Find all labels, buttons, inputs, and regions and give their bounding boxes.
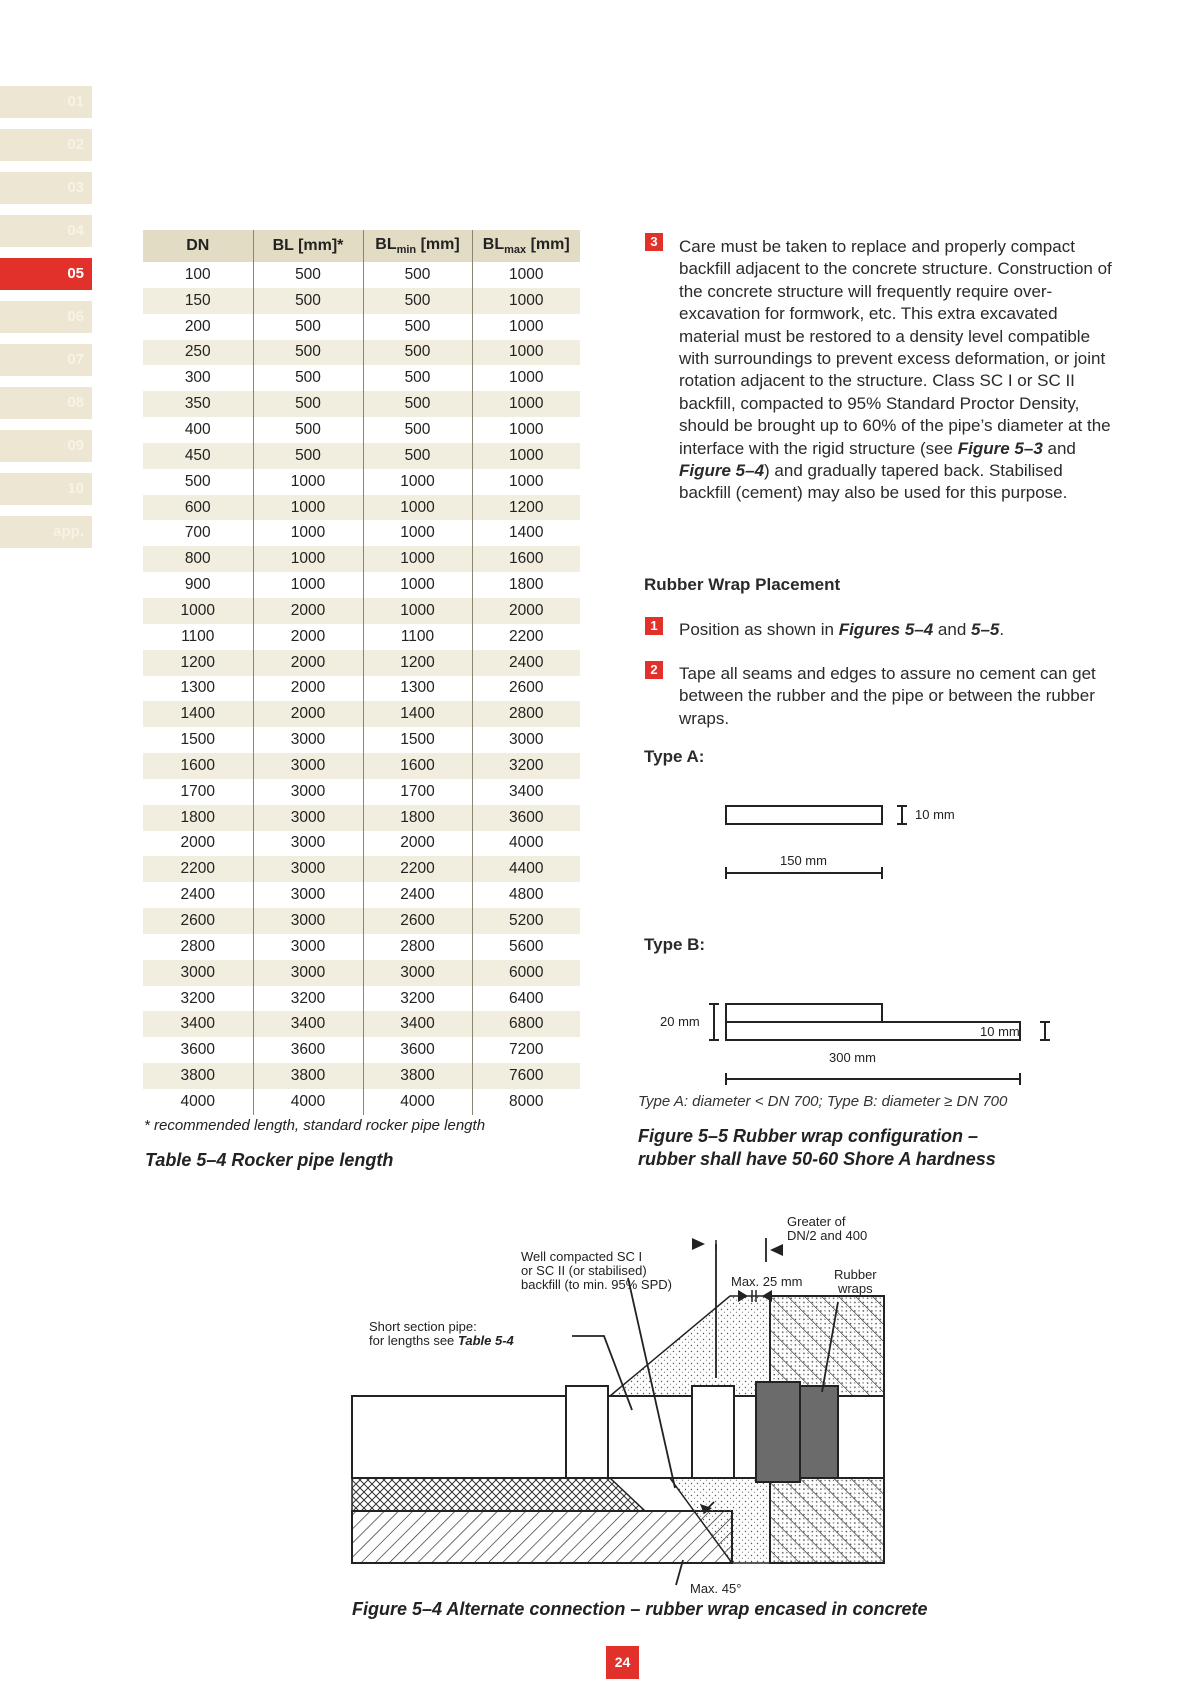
table-cell: 100 xyxy=(184,265,211,283)
table-cell: 1700 xyxy=(180,782,215,800)
table-cell: 3000 xyxy=(253,856,363,882)
tape-paragraph: Tape all seams and edges to assure no cement can get between the rubber and the pipe or between the rubber wraps. xyxy=(679,664,1096,728)
table-row xyxy=(143,443,580,469)
table-row xyxy=(143,882,580,908)
greater-of-label: Greater of DN/2 and 400 xyxy=(787,1214,868,1243)
table-cell: 1000 xyxy=(363,495,472,521)
table-row xyxy=(143,986,580,1012)
table-cell: 6400 xyxy=(472,986,580,1012)
rubber-wrap-1 xyxy=(756,1382,800,1482)
chapter-tab-appendix[interactable]: app. xyxy=(0,516,92,548)
table-cell: 4000 xyxy=(472,831,580,857)
table-cell: 2200 xyxy=(143,856,253,882)
table-cell: 500 xyxy=(363,314,472,340)
table-cell: 3000 xyxy=(253,805,363,831)
table-cell: 2000 xyxy=(363,831,472,857)
table-row xyxy=(143,365,580,391)
table-caption: Table 5–4 Rocker pipe length xyxy=(145,1150,394,1170)
table-cell: 3600 xyxy=(472,805,580,831)
table-cell: 500 xyxy=(253,365,363,391)
table-cell: 1400 xyxy=(143,701,253,727)
table-row xyxy=(143,934,580,960)
table-cell: 500 xyxy=(363,391,472,417)
chapter-tab-07[interactable]: 07 xyxy=(0,344,92,376)
table-row xyxy=(143,960,580,986)
table-cell: 500 xyxy=(253,391,363,417)
table-cell: 2000 xyxy=(253,598,363,624)
table-cell: 3000 xyxy=(253,934,363,960)
table-cell: 1600 xyxy=(472,546,580,572)
table-cell: 1000 xyxy=(472,391,580,417)
table-cell: 3400 xyxy=(363,1011,472,1037)
table-cell: 1000 xyxy=(363,572,472,598)
type-a-wrap xyxy=(726,806,882,824)
table-cell: 3800 xyxy=(363,1063,472,1089)
table-cell: 1400 xyxy=(472,520,580,546)
concrete-lower xyxy=(770,1478,884,1563)
table-cell: 3600 xyxy=(253,1037,363,1063)
short-section-label: Short section pipe: for lengths see Table 5-4 xyxy=(369,1319,514,1348)
table-cell: 1800 xyxy=(363,805,472,831)
table-cell: 2600 xyxy=(472,676,580,702)
type-b-left-marker xyxy=(709,1004,719,1040)
table-cell: 500 xyxy=(363,417,472,443)
foundation-hatch xyxy=(352,1511,732,1563)
pipe xyxy=(352,1396,884,1478)
table-row xyxy=(143,262,580,288)
table-row xyxy=(143,340,580,366)
header-blmax: $BL_{max}$ [mm] xyxy=(472,230,580,262)
type-a-length: 150 mm xyxy=(780,853,827,868)
table-row xyxy=(143,1011,580,1037)
chapter-tab-05[interactable]: 05 xyxy=(0,258,92,290)
table-cell: 2400 xyxy=(180,886,215,904)
table-cell: 1100 xyxy=(181,627,215,645)
table-cell: 3000 xyxy=(253,753,363,779)
table-cell: 1100 xyxy=(363,624,472,650)
chapter-tab-04[interactable]: 04 xyxy=(0,215,92,247)
table-cell: 500 xyxy=(363,340,472,366)
table-cell: 500 xyxy=(253,288,363,314)
type-a-thickness: 10 mm xyxy=(915,807,955,822)
item-2-number: 2 xyxy=(645,661,663,679)
bedding-crosshatch xyxy=(352,1478,645,1511)
table-cell: 4800 xyxy=(472,882,580,908)
type-a-label: Type A: xyxy=(644,747,705,766)
table-cell: 1000 xyxy=(253,495,363,521)
table-cell: 500 xyxy=(363,365,472,391)
table-cell: 2400 xyxy=(472,650,580,676)
dimension-ticks xyxy=(716,1240,756,1302)
table-cell: 2000 xyxy=(253,676,363,702)
table-cell: 3200 xyxy=(180,989,215,1007)
table-row xyxy=(143,753,580,779)
type-b-right-marker xyxy=(1040,1022,1050,1040)
table-cell: 5600 xyxy=(472,934,580,960)
table-cell: 6800 xyxy=(472,1011,580,1037)
table-cell: 3400 xyxy=(253,1011,363,1037)
type-b-length-marker xyxy=(726,1073,1020,1085)
table-cell: 700 xyxy=(184,524,211,542)
figure-5-5-caption: Figure 5–5 Rubber wrap configuration – rubber shall have 50-60 Shore A hardness xyxy=(638,1126,996,1169)
table-row xyxy=(143,1063,580,1089)
coupling-left xyxy=(566,1386,608,1478)
item-3-number: 3 xyxy=(645,233,663,251)
table-cell: 4400 xyxy=(472,856,580,882)
table-footnote: * recommended length, standard rocker pipe length xyxy=(144,1117,486,1134)
table-row xyxy=(143,546,580,572)
table-cell: 500 xyxy=(253,262,363,288)
table-cell: 250 xyxy=(143,340,253,366)
table-cell: 1700 xyxy=(363,779,472,805)
table-row xyxy=(143,779,580,805)
table-cell: 1000 xyxy=(363,520,472,546)
table-cell: 300 xyxy=(184,369,211,387)
table-row xyxy=(143,650,580,676)
table-cell: 3200 xyxy=(472,753,580,779)
table-cell: 3400 xyxy=(143,1011,253,1037)
table-cell: 900 xyxy=(184,576,211,594)
item-1-number: 1 xyxy=(645,617,663,635)
table-row xyxy=(143,856,580,882)
page-number: 24 xyxy=(606,1646,639,1679)
table-cell: 1200 xyxy=(143,650,253,676)
table-cell: 500 xyxy=(363,288,472,314)
table-cell: 4000 xyxy=(363,1089,472,1115)
table-cell: 500 xyxy=(253,443,363,469)
table-cell: 2800 xyxy=(180,937,215,955)
table-row xyxy=(143,624,580,650)
chapter-tab-01[interactable]: 01 xyxy=(0,86,92,118)
table-cell: 500 xyxy=(253,314,363,340)
table-cell: 2000 xyxy=(253,624,363,650)
table-cell: 1800 xyxy=(143,805,253,831)
table-cell: 2000 xyxy=(180,834,215,852)
table-row xyxy=(143,831,580,857)
rubber-wrap-heading: Rubber Wrap Placement xyxy=(644,575,841,594)
table-cell: 4000 xyxy=(180,1092,215,1110)
table-cell: 8000 xyxy=(472,1089,580,1115)
max-25-label: Max. 25 mm xyxy=(731,1274,803,1289)
table-cell: 5200 xyxy=(472,908,580,934)
table-cell: 7200 xyxy=(472,1037,580,1063)
table-cell: 400 xyxy=(184,420,211,438)
table-row xyxy=(143,908,580,934)
table-cell: 3600 xyxy=(180,1041,215,1059)
table-cell: 500 xyxy=(363,443,472,469)
table-cell: 1000 xyxy=(472,365,580,391)
table-cell: 1000 xyxy=(363,469,472,495)
table-cell: 2600 xyxy=(143,908,253,934)
table-cell: 1400 xyxy=(363,701,472,727)
chapter-tab-09[interactable]: 09 xyxy=(0,430,92,462)
table-row xyxy=(143,1037,580,1063)
table-cell: 1300 xyxy=(180,679,215,697)
table-cell: 3600 xyxy=(363,1037,472,1063)
table-cell: 2800 xyxy=(472,701,580,727)
type-b-label: Type B: xyxy=(644,935,706,954)
table-cell: 1000 xyxy=(143,598,253,624)
table-cell: 1600 xyxy=(363,753,472,779)
chapter-tab-08[interactable]: 08 xyxy=(0,387,92,419)
table-row xyxy=(143,727,580,753)
header-dn: DN xyxy=(143,230,253,262)
table-cell: 1000 xyxy=(253,572,363,598)
table-cell: 350 xyxy=(143,391,253,417)
table-cell: 3000 xyxy=(253,779,363,805)
table-cell: 1300 xyxy=(363,676,472,702)
table-cell: 3000 xyxy=(253,831,363,857)
table-cell: 1000 xyxy=(472,314,580,340)
table-body xyxy=(143,262,580,1115)
table-row xyxy=(143,417,580,443)
table-cell: 3000 xyxy=(472,727,580,753)
table-cell: 3800 xyxy=(253,1063,363,1089)
concrete-block xyxy=(770,1296,884,1563)
concrete-upper xyxy=(770,1296,884,1396)
type-note: Type A: diameter < DN 700; Type B: diameter ≥ DN 700 xyxy=(638,1093,1008,1110)
rubber-wrap-2 xyxy=(800,1386,838,1478)
type-a-thickness-marker xyxy=(897,806,907,824)
table-header-row xyxy=(143,230,580,262)
table-row xyxy=(143,701,580,727)
table-cell: 2000 xyxy=(472,598,580,624)
type-a-length-marker xyxy=(726,867,882,879)
backfill-paragraph: Care must be taken to replace and properly compact backfill adjacent to the concrete structure. Construction of the concrete structure will frequently require over-excavation for formwork, etc. This extra excavated material must be restored to a density level compatible with surroundings to prevent excess deformation, or joint rotation adjacent to the structure. Class SC I or SC II backfill, compacted to 95% Standard Proctor Density, should be brought up to 60% of the pipe’s diameter at the interface with the rigid structure (see Figure 5–3 and Figure 5–4) and gradually tapered back. Stabilised backfill (cement) may also be used for this purpose. xyxy=(679,237,1112,503)
chapter-tabs xyxy=(0,86,92,559)
table-row xyxy=(143,520,580,546)
table-cell: 1200 xyxy=(472,495,580,521)
table-cell: 3000 xyxy=(253,960,363,986)
table-cell: 3400 xyxy=(472,779,580,805)
table-row xyxy=(143,391,580,417)
rocker-pipe-table xyxy=(143,230,580,1115)
table-cell: 2000 xyxy=(253,650,363,676)
table-cell: 600 xyxy=(143,495,253,521)
table-cell: 3800 xyxy=(143,1063,253,1089)
table-cell: 2600 xyxy=(363,908,472,934)
table-cell: 2200 xyxy=(363,856,472,882)
table-row xyxy=(143,1089,580,1115)
table-cell: 1000 xyxy=(472,288,580,314)
table-cell: 2400 xyxy=(363,882,472,908)
table-cell: 500 xyxy=(253,340,363,366)
backfill-wedge xyxy=(610,1296,770,1563)
chapter-tab-10[interactable]: 10 xyxy=(0,473,92,505)
table-cell: 3000 xyxy=(253,882,363,908)
table-cell: 1000 xyxy=(253,546,363,572)
table-row xyxy=(143,495,580,521)
type-b-thickness-left: 20 mm xyxy=(660,1014,700,1029)
table-cell: 3000 xyxy=(363,960,472,986)
table-row xyxy=(143,314,580,340)
chapter-tab-06[interactable]: 06 xyxy=(0,301,92,333)
header-blmin: $BL_{min}$ [mm] xyxy=(363,230,472,262)
table-cell: 1500 xyxy=(363,727,472,753)
table-cell: 500 xyxy=(363,262,472,288)
header-bl: BL [mm]* xyxy=(253,230,363,262)
rubber-wraps-label: Rubber wraps xyxy=(834,1267,877,1296)
table-row xyxy=(143,676,580,702)
table-cell: 3000 xyxy=(143,960,253,986)
table-cell: 1600 xyxy=(143,753,253,779)
chapter-tab-02[interactable]: 02 xyxy=(0,129,92,161)
position-paragraph: Position as shown in Figures 5–4 and 5–5. xyxy=(679,620,1005,639)
table-cell: 1000 xyxy=(363,546,472,572)
table-cell: 200 xyxy=(184,317,211,335)
table-cell: 7600 xyxy=(472,1063,580,1089)
table-cell: 1000 xyxy=(363,598,472,624)
table-cell: 3200 xyxy=(363,986,472,1012)
coupling-middle xyxy=(692,1386,734,1478)
table-cell: 150 xyxy=(143,288,253,314)
table-cell: 1000 xyxy=(472,443,580,469)
table-cell: 3000 xyxy=(253,727,363,753)
table-cell: 1200 xyxy=(363,650,472,676)
type-b-thickness-right: 10 mm xyxy=(980,1024,1020,1039)
table-row xyxy=(143,288,580,314)
max-45-label: Max. 45° xyxy=(690,1581,742,1596)
table-cell: 1500 xyxy=(180,731,215,749)
backfill-label: Well compacted SC I or SC II (or stabilised) backfill (to min. 95% SPD) xyxy=(521,1249,672,1292)
table-cell: 1000 xyxy=(472,262,580,288)
table-cell: 800 xyxy=(143,546,253,572)
table-cell: 1800 xyxy=(472,572,580,598)
table-cell: 1000 xyxy=(253,469,363,495)
table-cell: 3200 xyxy=(253,986,363,1012)
chapter-tab-03[interactable]: 03 xyxy=(0,172,92,204)
type-b-wrap xyxy=(726,1004,1020,1040)
table-cell: 1000 xyxy=(253,520,363,546)
table-row xyxy=(143,469,580,495)
table-cell: 1000 xyxy=(472,469,580,495)
type-b-length: 300 mm xyxy=(829,1050,876,1065)
table-cell: 450 xyxy=(143,443,253,469)
table-cell: 2000 xyxy=(253,701,363,727)
table-cell: 3000 xyxy=(253,908,363,934)
table-cell: 500 xyxy=(184,472,211,490)
table-row xyxy=(143,572,580,598)
table-cell: 1000 xyxy=(472,340,580,366)
table-row xyxy=(143,805,580,831)
table-cell: 6000 xyxy=(472,960,580,986)
table-cell: 1000 xyxy=(472,417,580,443)
table-cell: 2200 xyxy=(472,624,580,650)
table-cell: 500 xyxy=(253,417,363,443)
table-cell: 4000 xyxy=(253,1089,363,1115)
table-row xyxy=(143,598,580,624)
figure-5-4-caption: Figure 5–4 Alternate connection – rubber wrap encased in concrete xyxy=(352,1599,928,1619)
table-cell: 2800 xyxy=(363,934,472,960)
